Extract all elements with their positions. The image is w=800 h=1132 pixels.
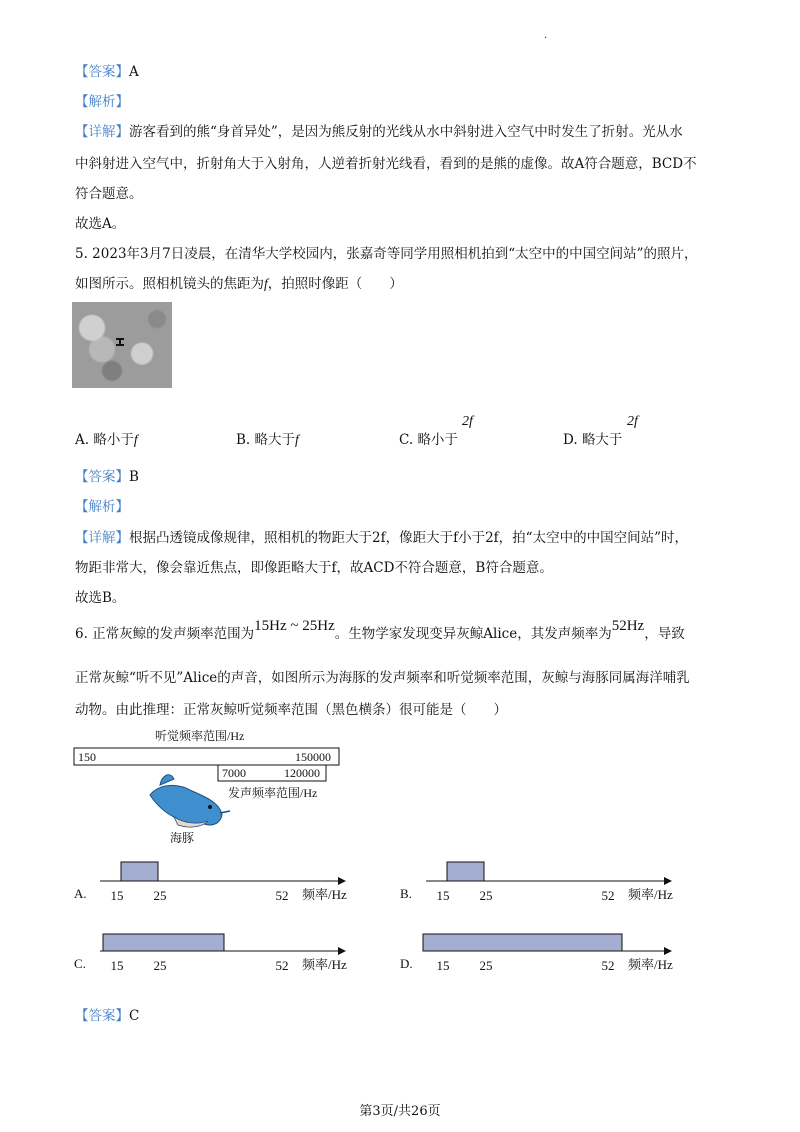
detail-text: 游客看到的熊“身首异处”，是因为熊反射的光线从水中斜射进入空气中时发生了折射。光从水 — [129, 124, 683, 140]
tick-label-15: 15 — [436, 958, 450, 973]
tick-label-52: 52 — [275, 888, 289, 903]
axis-arrow — [338, 947, 346, 955]
option-letter: C. — [74, 956, 86, 971]
tick-label-25: 25 — [479, 888, 493, 903]
analysis-tag: 【解析】 — [75, 499, 129, 515]
option-letter: A. — [75, 432, 90, 448]
q5-option-d-var: 2f — [627, 414, 638, 429]
tick-label-52: 52 — [275, 958, 289, 973]
focal-symbol: f — [264, 276, 268, 291]
option-var: f — [295, 432, 299, 447]
page-footer: 第3页/共26页 — [359, 1104, 441, 1119]
header-mark: . — [544, 30, 548, 41]
stem-text: 6. 正常灰鲸的发声频率范围为 — [75, 626, 255, 642]
q6-option-a — [74, 862, 347, 903]
q5-analysis-tag — [75, 497, 129, 517]
q4-detail-line2: 中斜射进入空气中，折射角大于入射角，人逆着折射光线看，看到的是熊的虚像。故A符合题意，BCD不 — [75, 156, 697, 172]
q6-option-d — [400, 934, 673, 973]
option-letter: B. — [236, 432, 251, 448]
dolphin-icon — [150, 775, 230, 827]
q6-option-c — [74, 934, 347, 973]
tick-label-25: 25 — [153, 888, 167, 903]
analysis-tag: 【解析】 — [75, 94, 129, 110]
q6-answer — [75, 1006, 139, 1026]
tick-label-25: 25 — [153, 958, 167, 973]
axis-arrow — [664, 947, 672, 955]
option-text: 略小于 — [93, 432, 134, 448]
axis-label: 频率/Hz — [302, 957, 347, 972]
axis-label: 频率/Hz — [628, 887, 673, 902]
hearing-range-label: 听觉频率范围/Hz — [155, 729, 245, 743]
q6-stem-line1 — [75, 618, 685, 644]
space-station-photo — [72, 302, 172, 388]
detail-tag: 【详解】 — [75, 124, 129, 140]
tick-label-25: 25 — [479, 958, 493, 973]
axis-arrow — [664, 877, 672, 885]
q5-option-a — [75, 428, 138, 448]
hearing-bar — [423, 934, 622, 951]
q6-option-b — [400, 862, 673, 903]
q4-analysis-tag — [75, 92, 129, 112]
q5-option-c-var: 2f — [462, 414, 473, 429]
tick-label-15: 15 — [436, 888, 450, 903]
detail-text: 根据凸透镜成像规律，照相机的物距大于2f，像距大于f小于2f，拍“太空中的中国空间站”时， — [129, 530, 688, 546]
q5-option-b — [236, 428, 299, 448]
hearing-bar — [103, 934, 224, 951]
answer-tag: 【答案】 — [75, 469, 129, 485]
q5-stem-line2 — [75, 274, 403, 294]
answer-tag: 【答案】 — [75, 1008, 129, 1024]
stem-text: 。生物学家发现变异灰鲸Alice，其发声频率为 — [334, 626, 612, 642]
option-text: 略小于 — [417, 432, 458, 448]
stem-text: ，拍照时像距（ ） — [267, 276, 403, 292]
detail-tag: 【详解】 — [75, 530, 129, 546]
vocal-range-label: 发声频率范围/Hz — [228, 786, 318, 800]
alice-formula: 52Hz — [611, 618, 645, 634]
q4-detail-line3: 符合题意。 — [75, 186, 143, 202]
option-text: 略大于 — [581, 432, 623, 448]
q5-conclusion: 故选B。 — [75, 590, 126, 606]
option-letter: D. — [563, 432, 578, 448]
vocal-max: 120000 — [284, 766, 320, 780]
q4-conclusion: 故选A。 — [75, 216, 126, 232]
option-letter: C. — [399, 432, 414, 448]
axis-arrow — [338, 877, 346, 885]
option-letter: D. — [400, 956, 413, 971]
hearing-bar — [447, 862, 484, 881]
answer-value: C — [129, 1008, 140, 1024]
q5-detail-line2: 物距非常大，像会靠近焦点，即像距略大于f，故ACD不符合题意，B符合题意。 — [75, 560, 553, 576]
option-text: 略大于 — [254, 432, 296, 448]
q4-detail-line1 — [75, 122, 683, 142]
q6-stem-line2: 正常灰鲸“听不见”Alice的声音，如图所示为海豚的发声频率和听觉频率范围，灰鲸与海豚同属海洋哺乳 — [75, 670, 690, 686]
tick-label-52: 52 — [601, 888, 615, 903]
answer-tag: 【答案】 — [75, 64, 129, 80]
tick-label-15: 15 — [110, 888, 124, 903]
tick-label-15: 15 — [110, 958, 124, 973]
range-formula: 15Hz ~ 25Hz — [254, 618, 335, 634]
option-letter: A. — [74, 886, 87, 901]
answer-value: B — [129, 469, 139, 485]
q6-options-figure — [70, 855, 690, 980]
q5-answer — [75, 467, 139, 487]
axis-label: 频率/Hz — [628, 957, 673, 972]
hearing-min: 150 — [78, 750, 96, 764]
option-var: f — [133, 432, 138, 447]
space-station-icon — [116, 338, 124, 346]
q5-stem-line1: 5. 2023年3月7日凌晨，在清华大学校园内，张嘉奇等同学用照相机拍到“太空中的中国空间站”的照片， — [75, 246, 698, 262]
option-letter: B. — [400, 886, 412, 901]
vocal-min: 7000 — [222, 766, 246, 780]
dolphin-label: 海豚 — [170, 831, 195, 845]
stem-text: ，导致 — [644, 626, 685, 642]
axis-label: 频率/Hz — [302, 887, 347, 902]
q4-answer — [75, 62, 139, 82]
hearing-bar — [121, 862, 158, 881]
stem-text: 如图所示。照相机镜头的焦距为 — [75, 276, 264, 292]
answer-value: A — [129, 64, 139, 80]
hearing-max: 150000 — [295, 750, 331, 764]
q6-stem-line3: 动物。由此推理：正常灰鲸听觉频率范围（黑色横条）很可能是（ ） — [75, 702, 507, 718]
q5-option-d — [563, 428, 622, 448]
tick-label-52: 52 — [601, 958, 615, 973]
dolphin-frequency-figure — [70, 725, 350, 850]
q5-detail-line1 — [75, 528, 688, 548]
q5-option-c — [399, 428, 458, 448]
